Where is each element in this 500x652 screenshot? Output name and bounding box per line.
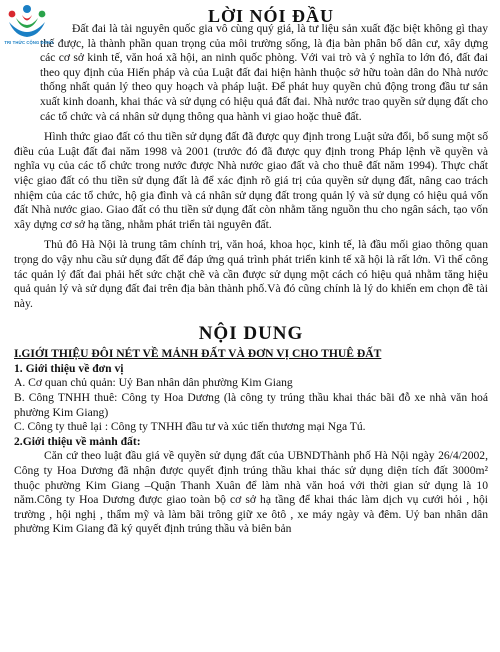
list-item-b: B. Công TNHH thuê: Công ty Hoa Dương (là công ty trúng thầu khai thác bãi đỗ xe nhà văn hoá phường Kim Giang) <box>14 391 488 419</box>
intro-paragraph-3: Thủ đô Hà Nội là trung tâm chính trị, văn hoá, khoa học, kinh tế, là đầu mối giao thông quan trọng do vậy nhu cầu sử dụng đất để đáp ứng quá trình phát triển kinh tế xã hội là rất lớn. Vì thế công tác quản lý đất đai phải hết sức chặt chẽ và cần được sử dụng một cách có hiệu quả nhằm tăng hiệu quả quản lý và sử dụng đất đai trên địa bàn thành phố.Và đó cũng chính là lý do khiến em chọn đề tài này. <box>14 238 488 310</box>
list-item-c: C. Công ty thuê lại : Công ty TNHH đầu tư và xúc tiến thương mại Nga Tú. <box>14 420 366 434</box>
content-title: NỘI DUNG <box>198 323 304 345</box>
list-item-a: A. Cơ quan chủ quản: Uỷ Ban nhân dân phường Kim Giang <box>14 376 293 390</box>
section-heading-1: I.GIỚI THIỆU ĐÔI NÉT VỀ MẢNH ĐẤT VÀ ĐƠN VỊ CHO THUÊ ĐẤT <box>14 347 382 361</box>
page-title: LỜI NÓI ĐẦU <box>207 6 334 26</box>
intro-paragraph-1: Đất đai là tài nguyên quốc gia vô cùng quý giá, là tư liệu sản xuất đặc biệt không gì thay thế được, là thành phần quan trọng của môi trường sống, là địa bàn phân bố dân cư, xây dựng các cơ sở kinh tế, văn hoá xã hội, an ninh quốc phòng. Với vai trò và ý nghĩa to lớn đó, đất đai theo quy định của Hiến pháp và của Luật đất đai hiện hành thuộc sở hữu toàn dân do Nhà nước thống nhất quản lý theo quy hoạch và pháp luật. Để phát huy quyền chủ động trong đầu tư sản xuất kinh doanh, khai thác và sử dụng có hiệu quả đất đai. Nhà nước trao quyền sử dụng đất cho các tổ chức và cá nhân sử dụng thông qua hành vi giao hoặc thuê đất. <box>40 22 488 123</box>
community-logo-icon <box>3 2 51 42</box>
subsection-heading-2: 2.Giới thiệu về mảnh đất: <box>14 434 141 448</box>
land-paragraph: Căn cứ theo luật đầu giá về quyền sử dụng đất của UBNDThành phố Hà Nội ngày 26/4/2002, Công ty Hoa Dương đã nhận được quyết định trúng thầu khai thác sử dụng diện tích đất 3000m² thuộc phường Kim Giang –Quận Thanh Xuân để làm nhà văn hoá với thời gian sử dụng là 10 năm.Công ty Hoa Dương được giao toàn bộ cơ sở hạ tầng để khai thác làm dịch vụ cưới hỏi , hội trường , hội nghị , thẩm mỹ và làm bãi trông giữ xe ôtô , xe máy ngày và đêm. Uỷ ban nhân dân phường Kim Giang đã ký quyết định trúng thầu và biên bản <box>14 449 488 536</box>
intro-paragraph-2: Hình thức giao đất có thu tiền sử dụng đất đã được quy định trong Luật sửa đổi, bổ sung một số điều của Luật đất đai năm 1998 và 2001 (trước đó đã được quy định trong Pháp lệnh về quyền và nghĩa vụ của các tổ chức trong nước được Nhà nước giao đất và cho thuê đất năm 1994). Thực chất việc giao đất có thu tiền sử dụng đất là để xác định rõ giá trị của quyền sử dụng đất, nâng cao trách nhiệm của các tổ chức, hộ gia đình và cá nhân sử dụng đất trong quản lý và sử dụng có hiệu quả vốn đất Nhà nước giao. Giao đất có thu tiền sử dụng đất còn nhằm tăng nguồn thu cho ngân sách, tạo vốn xây dựng cơ sở hạ tầng, nhằm phát triển tài nguyên đất. <box>14 130 488 231</box>
subsection-heading-1: 1. Giới thiệu về đơn vị <box>14 361 124 375</box>
logo-text: TRI THỨC CỘNG ĐỒNG <box>4 40 54 45</box>
logo <box>3 2 54 48</box>
